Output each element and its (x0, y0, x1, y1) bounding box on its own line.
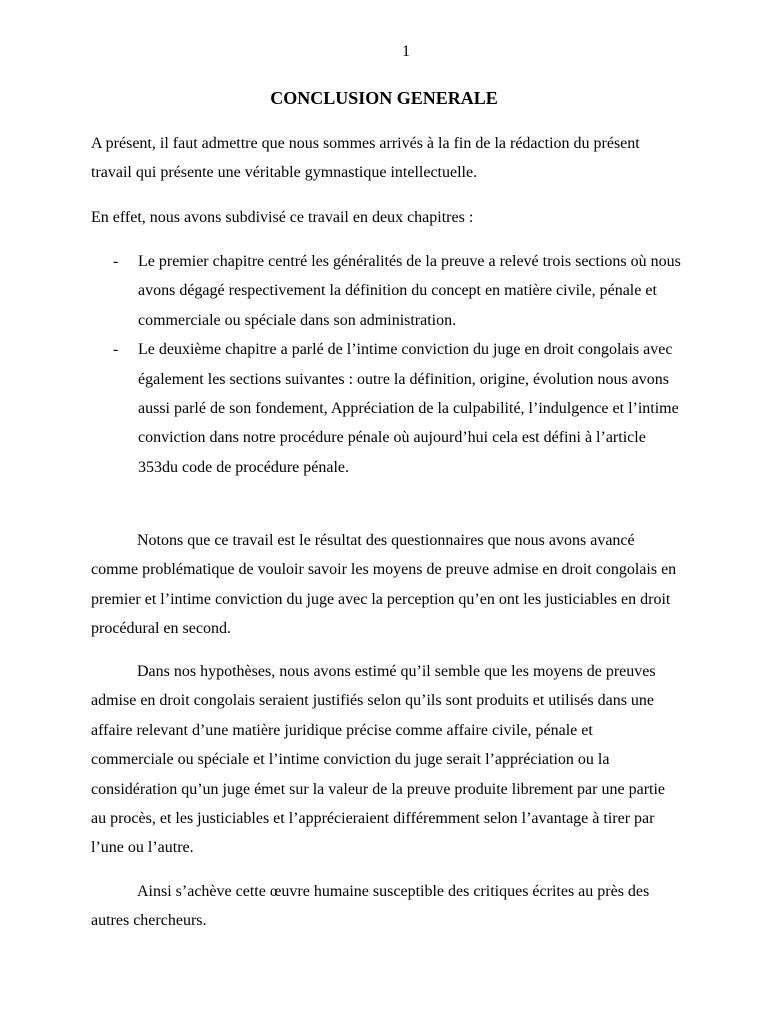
paragraph-closing: Ainsi s’achève cette œuvre humaine susceptible des critiques écrites au près des autres chercheurs. (91, 883, 650, 930)
page-title: CONCLUSION GENERALE (270, 88, 498, 108)
list-item (91, 247, 681, 335)
list-bullet: - (113, 341, 119, 359)
paragraph-intro: A présent, il faut admettre que nous sommes arrivés à la fin de la rédaction du présent travail qui présente une véritable gymnastique intellectuelle. (91, 135, 640, 182)
list-item-text: Le premier chapitre centré les généralités de la preuve a relevé trois sections où nous avons dégagé respectivement la définition du concept en matière civile, pénale et commerciale ou spéciale dans son administration. (138, 253, 681, 329)
page-number: 1 (402, 43, 410, 60)
paragraph-structure: En effet, nous avons subdivisé ce travail en deux chapitres : (91, 209, 474, 226)
list-item-text: Le deuxième chapitre a parlé de l’intime conviction du juge en droit congolais avec également les sections suivantes : outre la définition, origine, évolution nous avons aussi parlé de son fondement, Appréciation de la culpabilité, l’indulgence et l’intime conviction dans notre procédure pénale où aujourd’hui cela est défini à l’article 353du code de procédure pénale. (138, 341, 679, 476)
paragraph-questionnaires: Notons que ce travail est le résultat des questionnaires que nous avons avancé comme problématique de vouloir savoir les moyens de preuve admise en droit congolais en premier et l’intime conviction du juge avec la perception qu’en ont les justiciables en droit procédural en second. (91, 532, 677, 638)
list-item (91, 335, 681, 482)
paragraph-hypotheses: Dans nos hypothèses, nous avons estimé qu’il semble que les moyens de preuves admise en droit congolais seraient justifiés selon qu’ils sont produits et utilisés dans une affaire relevant d’une matière juridique précise comme affaire civile, pénale et commerciale ou spéciale et l’intime conviction du juge serait l’appréciation ou la considération qu’un juge émet sur la valeur de la preuve produite librement par une partie au procès, et les justiciables et l’apprécieraient différemment selon l’avantage à tirer par l’une ou l’autre. (91, 663, 666, 857)
list-bullet: - (113, 253, 119, 270)
chapter-list (91, 247, 681, 482)
